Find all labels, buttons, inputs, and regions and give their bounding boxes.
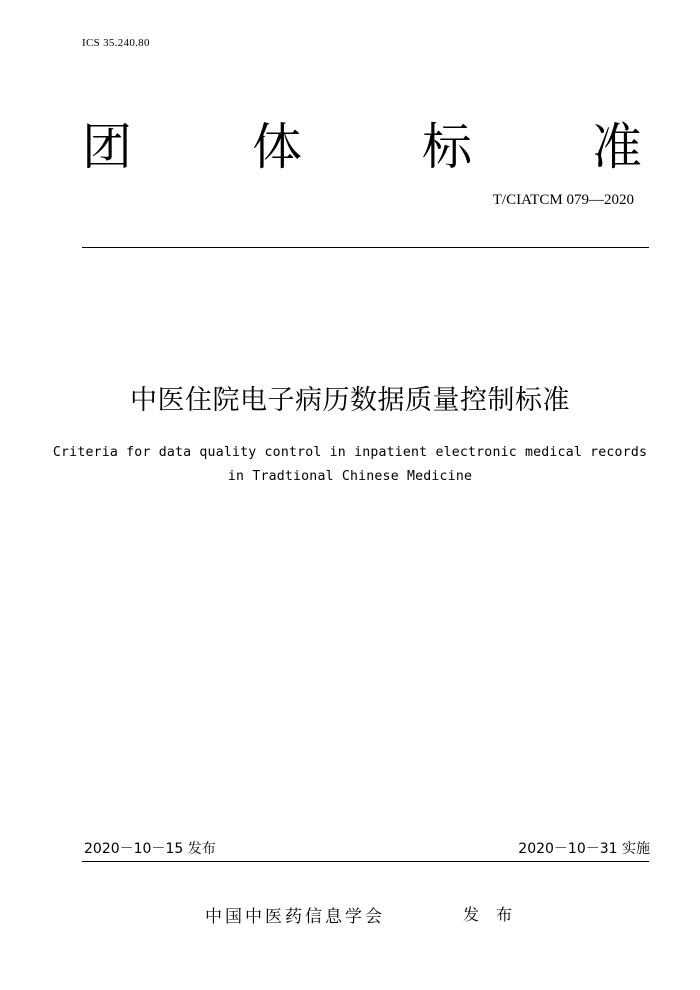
english-title-line-2: in Tradtional Chinese Medicine bbox=[227, 469, 473, 484]
standard-type-char-2: 体 bbox=[252, 118, 302, 176]
top-divider bbox=[82, 247, 649, 248]
chinese-title: 中医住院电子病历数据质量控制标准 bbox=[130, 385, 570, 416]
standard-type-char-4: 准 bbox=[592, 118, 642, 176]
publisher-name: 中国中医药信息学会 bbox=[205, 907, 385, 927]
english-title bbox=[0, 441, 700, 489]
ics-code: ICS 35.240.80 bbox=[82, 37, 150, 49]
standard-type-char-1: 团 bbox=[82, 118, 132, 176]
standard-code: T/CIATCM 079—2020 bbox=[492, 192, 634, 208]
standard-type-heading bbox=[82, 112, 642, 182]
publish-label: 发 布 bbox=[463, 905, 519, 924]
english-title-line-1: Criteria for data quality control in inpatient electronic medical records bbox=[52, 445, 648, 460]
implementation-date: 2020－10－31 实施 bbox=[518, 841, 650, 857]
standard-type-char-3: 标 bbox=[422, 118, 472, 176]
bottom-divider bbox=[82, 861, 649, 862]
issue-date: 2020－10－15 发布 bbox=[84, 841, 216, 857]
